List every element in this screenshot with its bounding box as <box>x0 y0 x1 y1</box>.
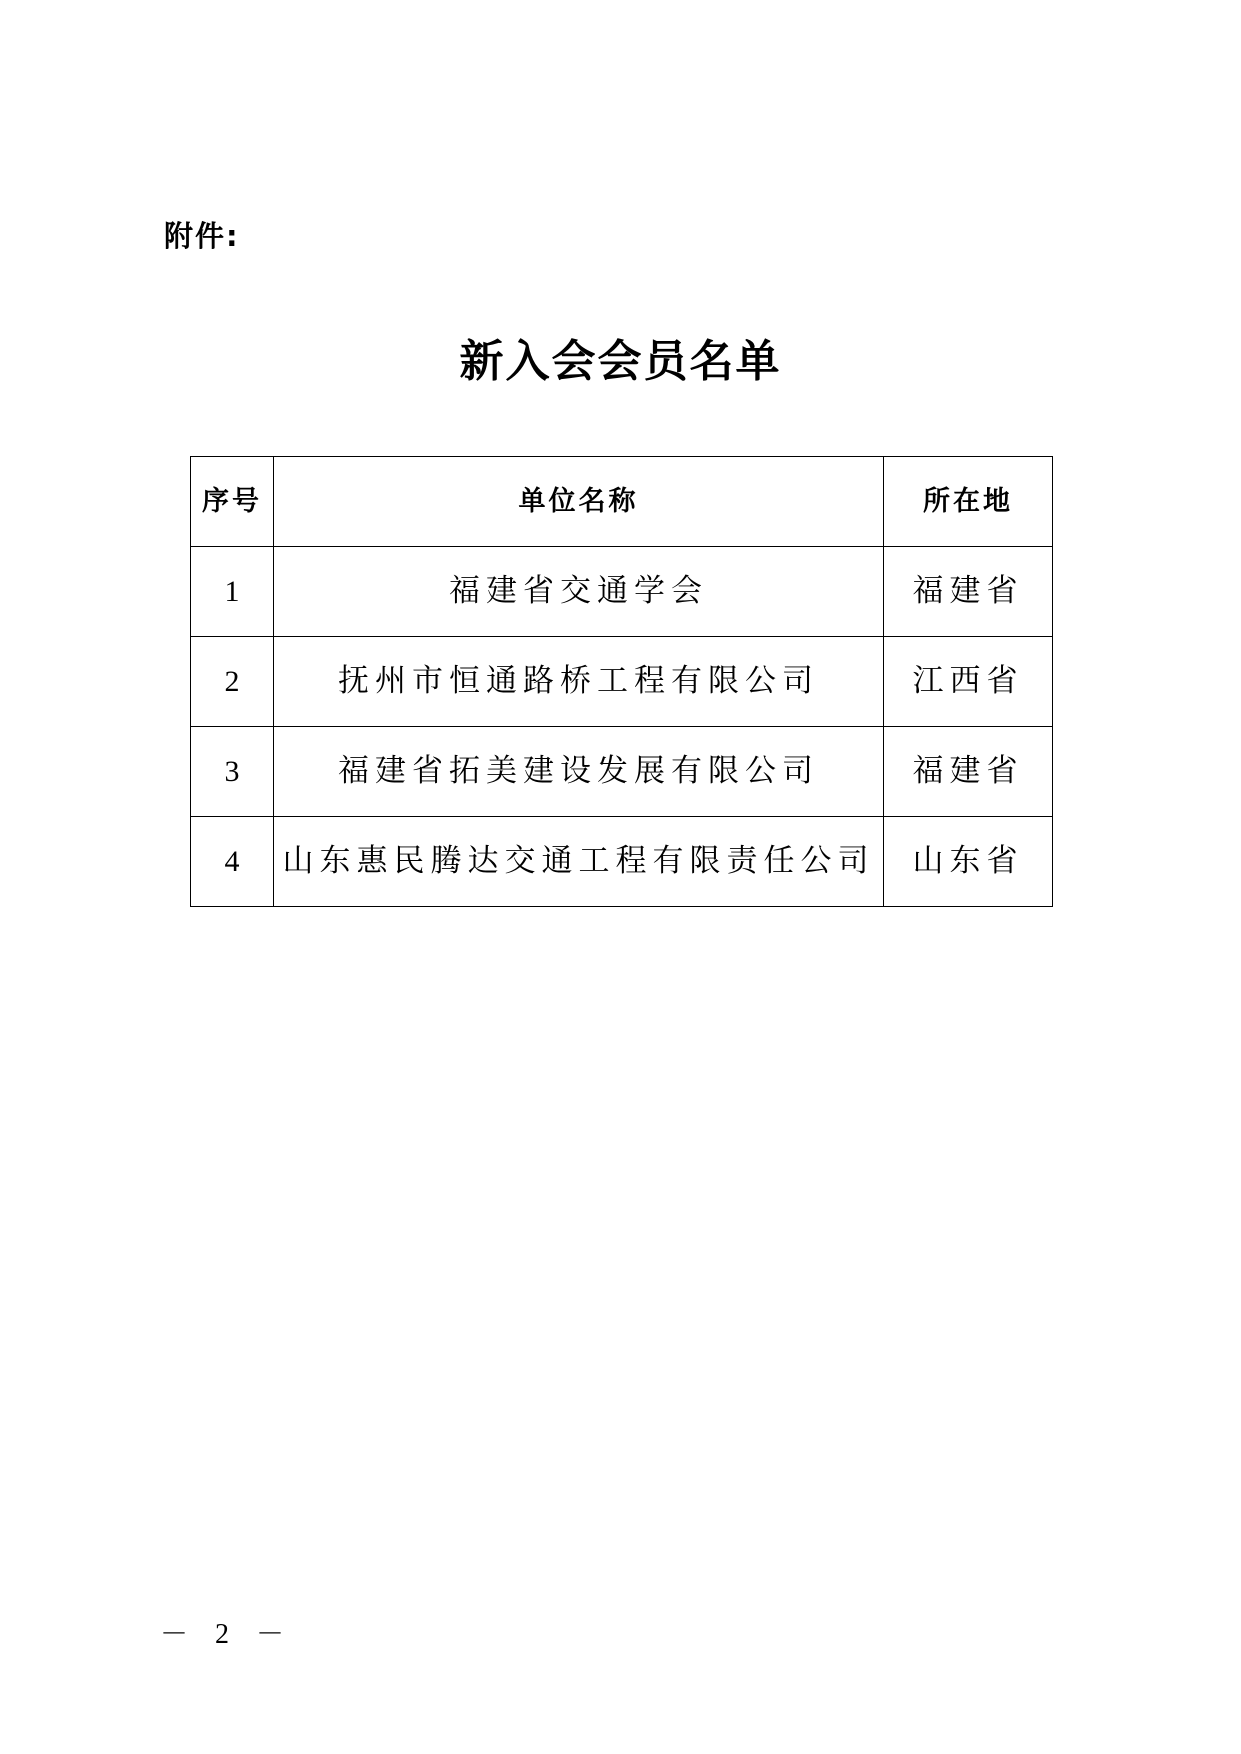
row-organization-name: 福建省拓美建设发展有限公司 <box>274 727 884 817</box>
table-row <box>191 547 1053 637</box>
row-location: 福建省 <box>884 547 1053 637</box>
header-location: 所在地 <box>884 457 1053 547</box>
row-serial-number: 2 <box>191 637 274 727</box>
row-serial-number: 3 <box>191 727 274 817</box>
row-location: 江西省 <box>884 637 1053 727</box>
row-organization-name: 山东惠民腾达交通工程有限责任公司 <box>274 817 884 907</box>
table-row <box>191 817 1053 907</box>
header-organization-name: 单位名称 <box>274 457 884 547</box>
page-number: － 2 － <box>160 1619 295 1650</box>
row-organization-name: 福建省交通学会 <box>274 547 884 637</box>
table-header-row <box>191 457 1053 547</box>
table-row <box>191 727 1053 817</box>
member-list-table <box>190 456 1053 907</box>
attachment-label: 附件: <box>164 219 240 253</box>
row-serial-number: 4 <box>191 817 274 907</box>
row-location: 福建省 <box>884 727 1053 817</box>
table-row <box>191 637 1053 727</box>
row-serial-number: 1 <box>191 547 274 637</box>
header-serial-number: 序号 <box>191 457 274 547</box>
row-organization-name: 抚州市恒通路桥工程有限公司 <box>274 637 884 727</box>
document-title: 新入会会员名单 <box>459 336 782 387</box>
row-location: 山东省 <box>884 817 1053 907</box>
